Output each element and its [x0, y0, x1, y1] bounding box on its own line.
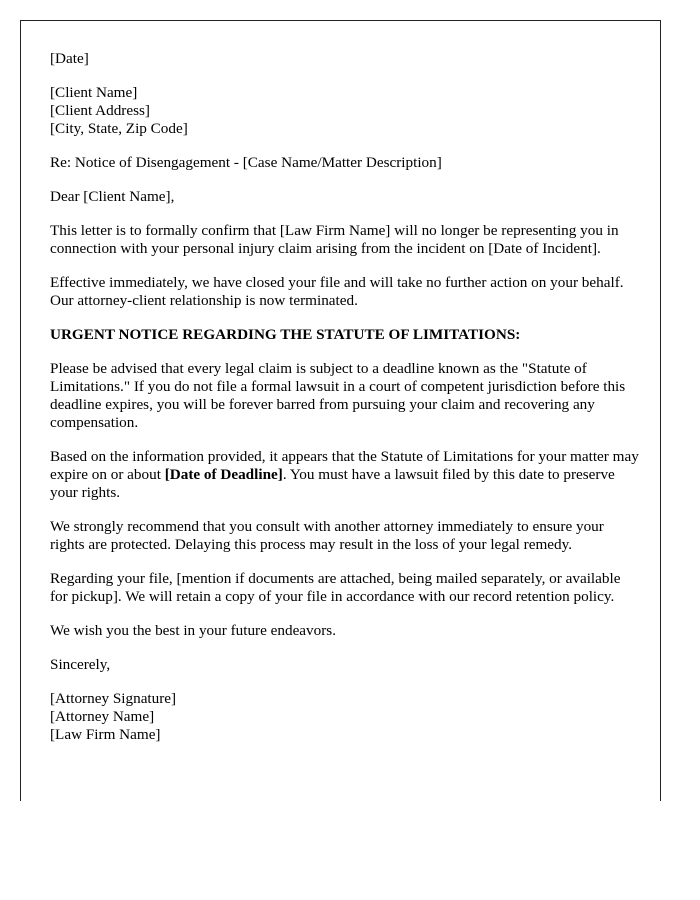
attorney-signature: [Attorney Signature]	[50, 690, 177, 707]
letter-page	[20, 20, 661, 801]
deadline-date: [Date of Deadline]	[164, 466, 283, 483]
paragraph-deadline	[50, 448, 640, 502]
deadline-text-post: . You must have a lawsuit filed by this date to preserve your rights.	[50, 466, 615, 501]
urgent-notice-heading: URGENT NOTICE REGARDING THE STATUTE OF LIMITATIONS:	[50, 326, 521, 343]
paragraph-statute-explanation: Please be advised that every legal claim is subject to a deadline known as the "Statute of Limitations." If you do not file a formal lawsuit in a court of competent jurisdiction before this deadline expires, you will be forever barred from pursuing your claim and recovering any compensation.	[50, 360, 626, 431]
attorney-name: [Attorney Name]	[50, 708, 155, 725]
paragraph-well-wishes: We wish you the best in your future endeavors.	[50, 622, 337, 639]
letter-body	[50, 50, 640, 760]
client-name: [Client Name]	[50, 84, 138, 101]
signature-block	[50, 690, 640, 744]
paragraph-file-handling: Regarding your file, [mention if documents are attached, being mailed separately, or available for pickup]. We will retain a copy of your file in accordance with our record retention policy.	[50, 570, 621, 605]
client-address-block	[50, 84, 640, 138]
re-line: Re: Notice of Disengagement - [Case Name/Matter Description]	[50, 154, 442, 171]
paragraph-file-closed: Effective immediately, we have closed your file and will take no further action on your behalf. Our attorney-client relationship is now terminated.	[50, 274, 624, 309]
client-city-state-zip: [City, State, Zip Code]	[50, 120, 188, 137]
paragraph-recommendation: We strongly recommend that you consult with another attorney immediately to ensure your rights are protected. Delaying this process may result in the loss of your legal remedy.	[50, 518, 604, 553]
client-address: [Client Address]	[50, 102, 150, 119]
law-firm-name: [Law Firm Name]	[50, 726, 161, 743]
letter-date: [Date]	[50, 50, 89, 67]
closing: Sincerely,	[50, 656, 111, 673]
paragraph-representation-end: This letter is to formally confirm that [Law Firm Name] will no longer be representing you in connection with your personal injury claim arising from the incident on [Date of Incident].	[50, 222, 619, 257]
deadline-text-pre: Based on the information provided, it appears that the Statute of Limitations for your matter may expire on or about	[50, 448, 639, 483]
salutation: Dear [Client Name],	[50, 188, 175, 205]
